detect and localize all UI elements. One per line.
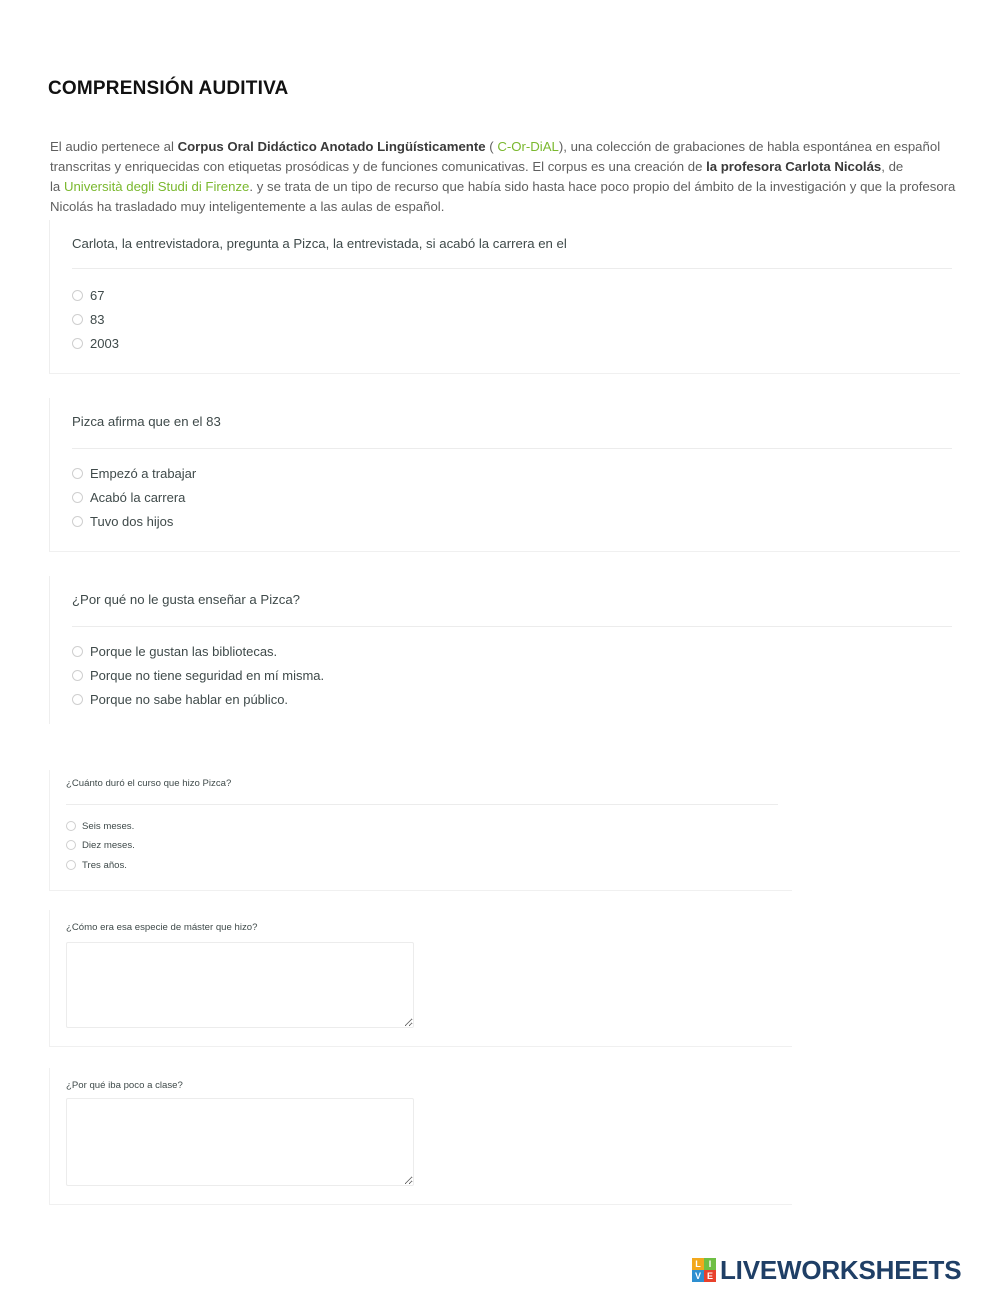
radio-button[interactable] <box>72 670 83 681</box>
radio-button[interactable] <box>72 314 83 325</box>
option-seguridad[interactable]: Porque no tiene seguridad en mí misma. <box>72 667 324 683</box>
logo-letter: L <box>692 1258 704 1270</box>
radio-button[interactable] <box>72 516 83 527</box>
option-67[interactable]: 67 <box>72 287 104 303</box>
option-83[interactable]: 83 <box>72 311 104 327</box>
option-tres-anos[interactable]: Tres años. <box>66 859 127 871</box>
answer-textarea[interactable] <box>66 1098 414 1186</box>
option-2003[interactable]: 2003 <box>72 335 119 351</box>
question-card-3 <box>49 576 960 724</box>
page-title: COMPRENSIÓN AUDITIVA <box>48 78 289 99</box>
radio-button[interactable] <box>72 468 83 479</box>
question-text: Pizca afirma que en el 83 <box>72 414 221 429</box>
question-text: ¿Por qué no le gusta enseñar a Pizca? <box>72 592 300 607</box>
university-link[interactable]: Università degli Studi di Firenze <box>63 179 250 194</box>
radio-button[interactable] <box>66 840 76 850</box>
option-empezo-a-trabajar[interactable]: Empezó a trabajar <box>72 465 196 481</box>
divider <box>72 626 952 627</box>
question-text: ¿Por qué iba poco a clase? <box>66 1080 183 1091</box>
intro-paragraph: El audio pertenece al Corpus Oral Didáctico Anotado Lingüísticamente ( C-Or-DiAL), una colección de grabaciones de habla espontánea en español transcritas y enriquecidas con etiquetas prosódicas y de funciones comunicativas. El corpus es una creación de la profesora Carlota Nicolás, de la Università degli Studi di Firenze. y se trata de un tipo de recurso que había sido hasta hace poco propio del ámbito de la investigación y que la profesora Nicolás ha trasladado muy inteligentemente a las aulas de español. <box>50 139 956 214</box>
question-card-6 <box>49 1068 792 1205</box>
brand-name: LIVEWORKSHEETS <box>720 1254 962 1285</box>
radio-button[interactable] <box>66 821 76 831</box>
radio-button[interactable] <box>72 646 83 657</box>
radio-button[interactable] <box>72 492 83 503</box>
option-acabo-la-carrera[interactable]: Acabó la carrera <box>72 489 185 505</box>
radio-button[interactable] <box>66 860 76 870</box>
question-card-4 <box>49 770 792 891</box>
question-text: ¿Cuánto duró el curso que hizo Pizca? <box>66 778 232 789</box>
divider <box>66 804 778 805</box>
option-bibliotecas[interactable]: Porque le gustan las bibliotecas. <box>72 643 277 659</box>
radio-button[interactable] <box>72 290 83 301</box>
logo-letter: V <box>692 1270 704 1282</box>
cordial-link[interactable]: C-Or-DiAL <box>497 139 559 154</box>
divider <box>72 448 952 449</box>
liveworksheets-brand[interactable] <box>692 1256 961 1284</box>
question-text: ¿Cómo era esa especie de máster que hizo? <box>66 922 258 933</box>
option-tuvo-dos-hijos[interactable]: Tuvo dos hijos <box>72 513 173 529</box>
question-card-1 <box>49 220 960 374</box>
logo-letter: E <box>704 1270 716 1282</box>
divider <box>72 268 952 269</box>
question-card-5 <box>49 910 792 1047</box>
logo-letter: I <box>704 1258 716 1270</box>
option-seis-meses[interactable]: Seis meses. <box>66 820 134 832</box>
question-text: Carlota, la entrevistadora, pregunta a Pizca, la entrevistada, si acabó la carrera en el <box>72 236 567 251</box>
option-diez-meses[interactable]: Diez meses. <box>66 839 135 851</box>
question-card-2 <box>49 398 960 552</box>
radio-button[interactable] <box>72 694 83 705</box>
option-hablar-en-publico[interactable]: Porque no sabe hablar en público. <box>72 691 288 707</box>
liveworksheets-logo-icon <box>692 1258 716 1282</box>
radio-button[interactable] <box>72 338 83 349</box>
answer-textarea[interactable] <box>66 942 414 1028</box>
